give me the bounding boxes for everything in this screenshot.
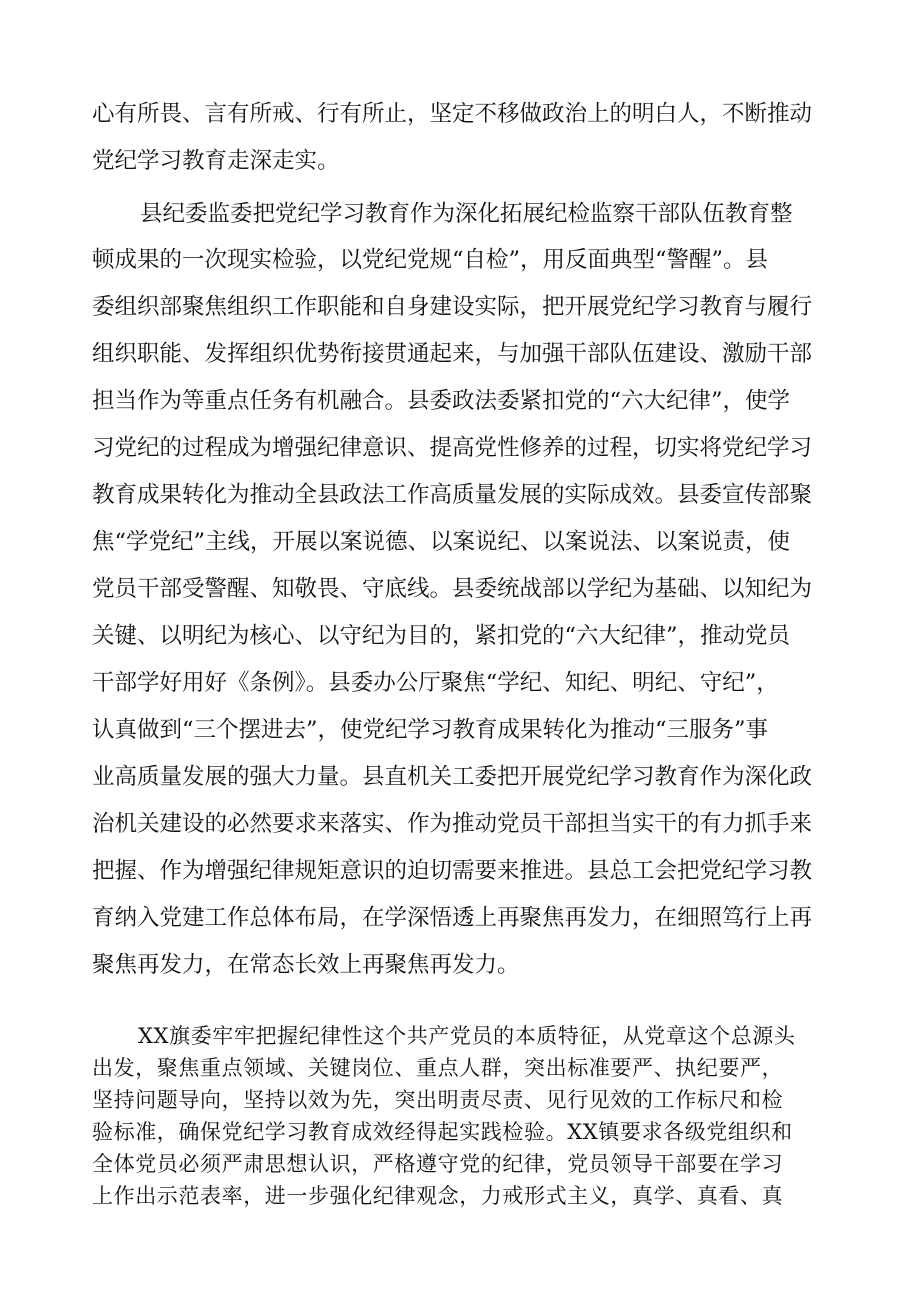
text-line: 委组织部聚焦组织工作职能和自身建设实际，把开展党纪学习教育与履行 xyxy=(92,294,813,320)
text-line: 担当作为等重点任务有机融合。县委政法委紧扣党的“六大纪律”，使学 xyxy=(92,388,791,414)
text-line: 验标准，确保党纪学习教育成效经得起实践检验。XX镇要求各级党组织和 xyxy=(92,1120,793,1144)
text-line: 组织职能、发挥组织优势衔接贯通起来，与加强干部队伍建设、激励干部 xyxy=(92,341,813,367)
text-line: 教育成果转化为推动全县政法工作高质量发展的实际成效。县委宣传部聚 xyxy=(92,482,813,508)
text-line: 党员干部受警醒、知敬畏、守底线。县委统战部以学纪为基础、以知纪为 xyxy=(92,576,813,602)
text-line: 出发，聚焦重点领域、关键岗位、重点人群，突出标准要严、执纪要严， xyxy=(92,1056,784,1080)
text-line: 干部学好用好《条例》。县委办公厅聚焦“学纪、知纪、明纪、守纪”， xyxy=(92,670,779,696)
text-line: 聚焦再发力，在常态长效上再聚焦再发力。 xyxy=(92,952,520,978)
text-line: 心有所畏、言有所戒、行有所止，坚定不移做政治上的明白人，不断推动 xyxy=(92,101,813,127)
text-line: 关键、以明纪为核心、以守纪为目的，紧扣党的“六大纪律”，推动党员 xyxy=(92,623,791,649)
text-line: 习党纪的过程成为增强纪律意识、提高党性修养的过程，切实将党纪学习 xyxy=(92,435,813,461)
text-line: 把握、作为增强纪律规矩意识的迫切需要来推进。县总工会把党纪学习教 xyxy=(92,858,813,884)
text-line: XX旗委牢牢把握纪律性这个共产党员的本质特征，从党章这个总源头 xyxy=(138,1024,796,1048)
text-line: 顿成果的一次现实检验，以党纪党规“自检”，用反面典型“警醒”。县 xyxy=(92,247,769,273)
text-line: 全体党员必须严肃思想认识，严格遵守党的纪律，党员领导干部要在学习 xyxy=(92,1152,784,1176)
text-line: 育纳入党建工作总体布局，在学深悟透上再聚焦再发力，在细照笃行上再 xyxy=(92,905,813,931)
text-line: 业高质量发展的强大力量。县直机关工委把开展党纪学习教育作为深化政 xyxy=(92,764,813,790)
text-line: 坚持问题导向，坚持以效为先，突出明责尽责、见行见效的工作标尺和检 xyxy=(92,1088,784,1112)
text-line: 认真做到“三个摆进去”，使党纪学习教育成果转化为推动“三服务”事 xyxy=(92,717,769,743)
text-line: 党纪学习教育走深走实。 xyxy=(92,148,340,174)
text-line: 焦“学党纪”主线，开展以案说德、以案说纪、以案说法、以案说责，使 xyxy=(92,529,791,555)
text-line: 上作出示范表率，进一步强化纪律观念，力戒形式主义，真学、真看、真 xyxy=(92,1184,784,1208)
text-line: 治机关建设的必然要求来落实、作为推动党员干部担当实干的有力抓手来 xyxy=(92,811,813,837)
text-line: 县纪委监委把党纪学习教育作为深化拓展纪检监察干部队伍教育整 xyxy=(140,201,793,227)
